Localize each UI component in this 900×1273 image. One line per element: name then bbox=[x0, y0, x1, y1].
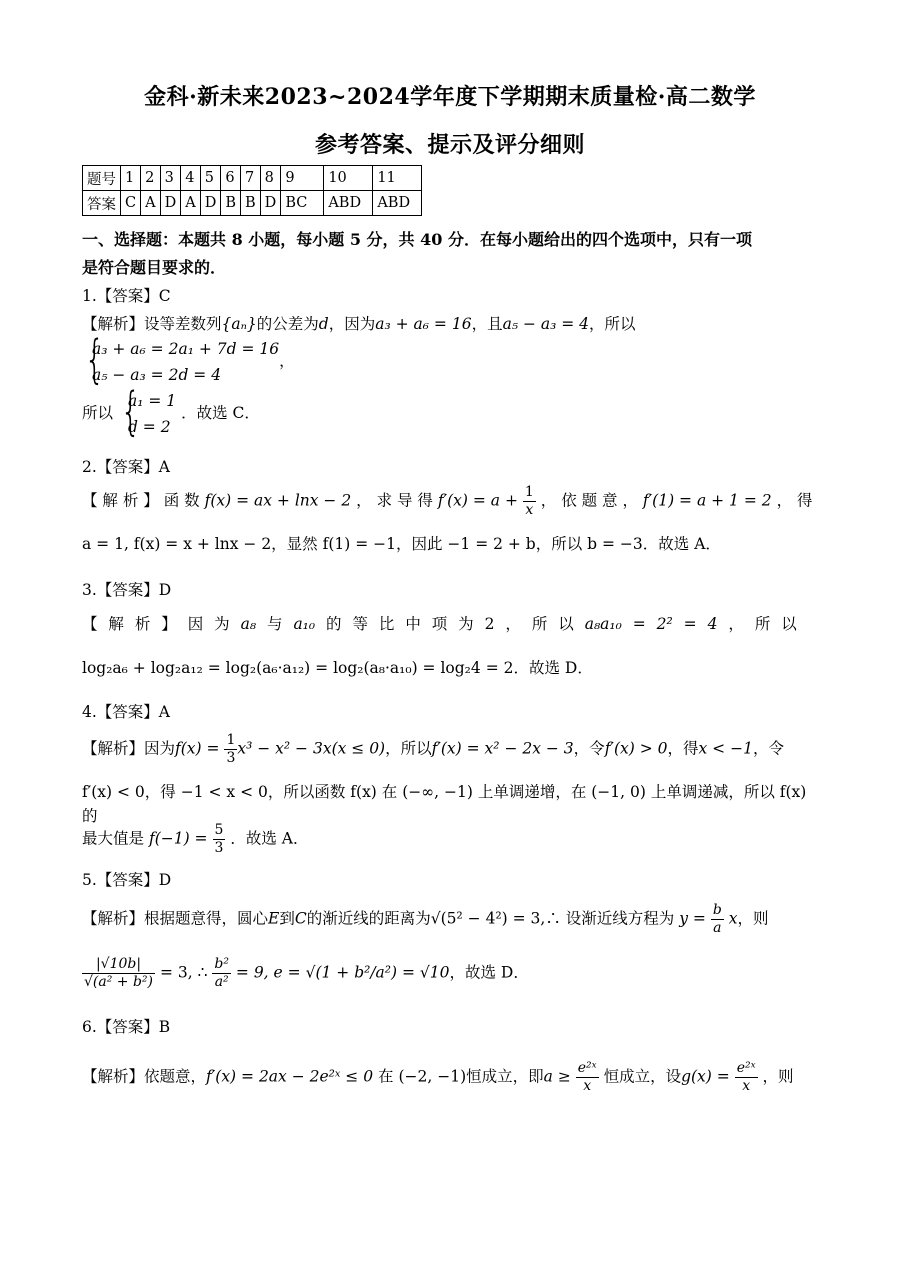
q4-text: ，得 bbox=[667, 739, 699, 758]
fraction-numerator: 1 bbox=[226, 732, 236, 748]
fraction-numerator: b² bbox=[214, 956, 229, 972]
fraction-denominator: 3 bbox=[214, 840, 224, 856]
answer-table bbox=[82, 165, 422, 216]
fraction-denominator: √(a² + b²) bbox=[84, 974, 154, 990]
q4-math: f(x) = bbox=[175, 739, 220, 758]
q4-math: f(−1) = bbox=[148, 829, 208, 848]
q3-math: a₈ bbox=[240, 615, 257, 633]
fraction-denominator: x bbox=[525, 502, 534, 518]
q4-text: 【解析】因为 bbox=[82, 739, 176, 758]
q1-system-1 bbox=[82, 336, 279, 388]
table-cell-answer: D bbox=[200, 191, 221, 216]
table-cell-number: 5 bbox=[200, 166, 221, 191]
q1-text: ，因为 bbox=[328, 315, 376, 333]
table-cell-number: 8 bbox=[260, 166, 281, 191]
fraction-numerator: e²ˣ bbox=[736, 1060, 756, 1076]
q1-answer: 1.【答案】C bbox=[82, 287, 171, 305]
q1-text: 【解析】设等差数列 bbox=[82, 315, 222, 333]
table-cell-answer: ABD bbox=[373, 191, 422, 216]
q6-math: (−2, −1) bbox=[398, 1067, 467, 1086]
q3-text: 的 等 比 中 项 为 2 ， 所 以 bbox=[326, 615, 574, 633]
q1-system-2 bbox=[118, 388, 176, 440]
q3-answer: 3.【答案】D bbox=[82, 581, 172, 599]
q4-math: x³ − x² − 3x(x ≤ 0) bbox=[237, 739, 386, 758]
q3-math: a₈a₁₀ = 2² = 4 bbox=[584, 615, 718, 633]
table-cell-answer: A bbox=[181, 191, 200, 216]
q4-text: ，令 bbox=[752, 739, 784, 758]
q6-math: g(x) = bbox=[681, 1067, 730, 1086]
fraction-numerator: 1 bbox=[524, 484, 534, 500]
q4-math: f′(x) = x² − 2x − 3 bbox=[431, 739, 574, 758]
fraction-numerator: e²ˣ bbox=[577, 1060, 597, 1076]
table-label-number: 题号 bbox=[83, 166, 121, 191]
table-cell-answer: C bbox=[121, 191, 141, 216]
q2-solution bbox=[82, 484, 822, 519]
q3-solution-line2: log₂a₆ + log₂a₁₂ = log₂(a₆·a₁₂) = log₂(a₈·a₁₀) = log₂4 = 2．故选 D． bbox=[82, 659, 593, 677]
q2-solution-line2: a = 1, f(x) = x + lnx − 2，显然 f(1) = −1，因此 −1 = 2 + b，所以 b = −3．故选 A． bbox=[82, 535, 721, 553]
q5-math: x bbox=[728, 909, 738, 928]
q2-text: ， 依 题 意 ， bbox=[540, 491, 638, 510]
q1-solution-cont bbox=[82, 388, 822, 440]
q1-solution bbox=[82, 312, 822, 388]
q1-math: a₃ + a₆ = 16 bbox=[375, 315, 472, 333]
q6-math: a ≥ bbox=[543, 1067, 571, 1086]
q1-text: ， bbox=[279, 352, 295, 370]
q5-solution-line2 bbox=[82, 956, 822, 991]
fraction-denominator: a bbox=[713, 920, 722, 936]
q5-math: = 9, e = bbox=[235, 963, 301, 982]
table-cell-answer: BC bbox=[281, 191, 324, 216]
q2-math: f′(x) = a + bbox=[437, 491, 518, 510]
q1-text: 的公差为 bbox=[256, 315, 319, 333]
q4-math: x < −1 bbox=[698, 739, 753, 758]
section-heading bbox=[82, 226, 822, 282]
q1-text: ，所以 bbox=[589, 315, 636, 333]
table-cell-number: 1 bbox=[121, 166, 141, 191]
q5-text: ，则 bbox=[737, 909, 769, 928]
q4-answer: 4.【答案】A bbox=[82, 703, 170, 721]
q2-text: 【 解 析 】 函 数 bbox=[82, 491, 200, 510]
q1-system-line: d = 2 bbox=[127, 418, 171, 436]
q6-text: 【解析】依题意， bbox=[82, 1067, 207, 1086]
q1-system-line: a₅ − a₃ = 2d = 4 bbox=[92, 366, 222, 384]
q5-text: 到 bbox=[279, 909, 295, 928]
q5-text: ，故选 D． bbox=[449, 963, 529, 982]
q6-text: 恒成立，设 bbox=[603, 1067, 682, 1086]
table-cell-number: 7 bbox=[241, 166, 261, 191]
q4-text: 最大值是 bbox=[82, 829, 145, 848]
fraction-denominator: x bbox=[583, 1078, 592, 1094]
table-cell-number: 3 bbox=[160, 166, 181, 191]
q1-math: {aₙ} bbox=[221, 315, 257, 333]
fraction-numerator: 5 bbox=[214, 822, 224, 838]
q6-fraction bbox=[735, 1060, 758, 1095]
page-title: 金科·新未来2023~2024学年度下学期期末质量检·高二数学 bbox=[144, 84, 756, 110]
q3-text: ， 所 以 bbox=[728, 615, 797, 633]
page-subtitle: 参考答案、提示及评分细则 bbox=[314, 132, 585, 158]
q5-math: √(5² − 4²) = 3 bbox=[430, 909, 541, 928]
q6-text: 在 bbox=[378, 1067, 394, 1086]
q5-text: 【解析】根据题意得，圆心 bbox=[82, 909, 269, 928]
table-cell-answer: ABD bbox=[324, 191, 373, 216]
q1-text: ，且 bbox=[471, 315, 503, 333]
q2-math: f′(1) = a + 1 = 2 bbox=[642, 491, 772, 510]
q1-system-line: { a₁ = 1 bbox=[127, 392, 177, 410]
q4-fraction bbox=[213, 822, 226, 857]
q5-fraction bbox=[82, 956, 155, 991]
table-cell-answer: A bbox=[141, 191, 160, 216]
q4-text: ．故选 A． bbox=[230, 829, 309, 848]
q1-text: 所以 bbox=[82, 404, 114, 422]
q1-system-line: { a₃ + a₆ = 2a₁ + 7d = 16 bbox=[92, 340, 280, 358]
q2-math: f(x) = ax + lnx − 2 bbox=[204, 491, 352, 510]
q1-math: a₅ − a₃ = 4 bbox=[502, 315, 590, 333]
q1-text: ．故选 C． bbox=[181, 404, 260, 422]
fraction-numerator: |√10b| bbox=[82, 956, 155, 974]
q5-math: C bbox=[294, 909, 307, 928]
table-cell-number: 6 bbox=[221, 166, 241, 191]
q5-solution bbox=[82, 902, 822, 937]
q3-text: 【 解 析 】 因 为 bbox=[82, 615, 230, 633]
q4-text: ，令 bbox=[573, 739, 605, 758]
table-cell-number: 2 bbox=[141, 166, 160, 191]
q5-text: ,∴ 设渐近线方程为 bbox=[540, 909, 675, 928]
q2-text: ， 求 导 得 bbox=[356, 491, 433, 510]
q5-math: E bbox=[268, 909, 280, 928]
q5-fraction bbox=[212, 956, 231, 991]
q4-math: f′(x) > 0 bbox=[604, 739, 668, 758]
section-heading-line: 一、选择题：本题共 8 小题，每小题 5 分，共 40 分．在每小题给出的四个选项中，只有一项 bbox=[82, 230, 752, 249]
fraction-denominator: a² bbox=[214, 974, 229, 990]
q1-math: d bbox=[318, 315, 329, 333]
q3-math: a₁₀ bbox=[293, 615, 316, 633]
table-cell-number: 9 bbox=[281, 166, 324, 191]
q3-solution bbox=[82, 612, 822, 636]
q6-answer: 6.【答案】B bbox=[82, 1018, 171, 1036]
q5-answer: 5.【答案】D bbox=[82, 871, 172, 889]
q5-math: y = bbox=[679, 909, 706, 928]
answer-table-number-row bbox=[83, 166, 422, 191]
fraction-numerator: b bbox=[712, 902, 722, 918]
q5-text: 的渐近线的距离为 bbox=[306, 909, 431, 928]
table-cell-answer: D bbox=[260, 191, 281, 216]
table-cell-number: 10 bbox=[324, 166, 373, 191]
q5-math: √(1 + b²/a²) = √10 bbox=[305, 963, 450, 982]
fraction-denominator: x bbox=[742, 1078, 751, 1094]
table-label-answer: 答案 bbox=[83, 191, 121, 216]
table-cell-answer: B bbox=[221, 191, 241, 216]
q2-answer: 2.【答案】A bbox=[82, 458, 170, 476]
q6-text: ，则 bbox=[762, 1067, 794, 1086]
answer-table-answer-row bbox=[83, 191, 422, 216]
q6-solution bbox=[82, 1060, 822, 1095]
table-cell-number: 11 bbox=[373, 166, 422, 191]
q4-text: ，所以 bbox=[385, 739, 432, 758]
q4-solution bbox=[82, 732, 822, 767]
q6-math: f′(x) = 2ax − 2e²ˣ ≤ 0 bbox=[206, 1067, 374, 1086]
q3-text: 与 bbox=[266, 615, 283, 633]
q4-solution-line3 bbox=[82, 822, 822, 857]
q4-solution-line2: f′(x) < 0，得 −1 < x < 0，所以函数 f(x) 在 (−∞, −1) 上单调递增，在 (−1, 0) 上单调递减，所以 f(x) 的 bbox=[82, 783, 807, 825]
q6-fraction bbox=[576, 1060, 599, 1095]
q2-fraction bbox=[523, 484, 536, 519]
q6-text: 恒成立，即 bbox=[466, 1067, 544, 1086]
q5-fraction bbox=[711, 902, 724, 937]
q4-fraction bbox=[224, 732, 237, 767]
table-cell-answer: D bbox=[160, 191, 181, 216]
fraction-denominator: 3 bbox=[226, 750, 236, 766]
q2-text: ， 得 bbox=[776, 491, 813, 510]
table-cell-number: 4 bbox=[181, 166, 200, 191]
section-heading-line: 是符合题目要求的． bbox=[82, 258, 227, 277]
q5-text: = 3, ∴ bbox=[159, 963, 208, 982]
table-cell-answer: B bbox=[241, 191, 261, 216]
